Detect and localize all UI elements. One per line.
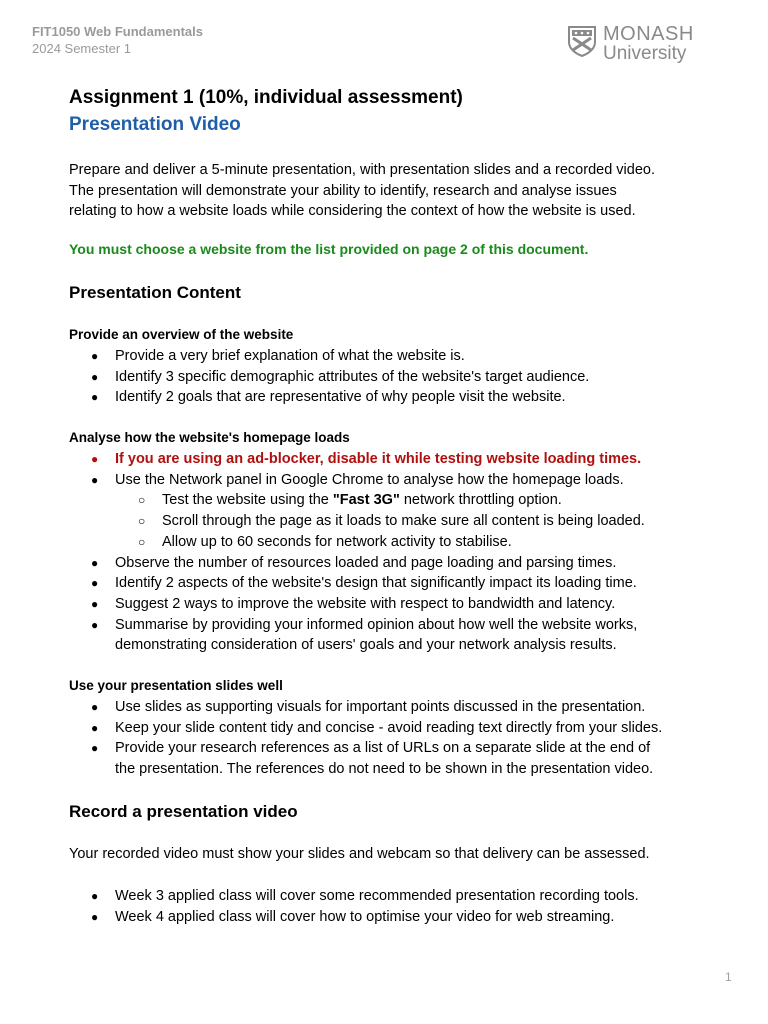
list-item: ● Summarise by providing your informed opinion about how well the website works, demonstrating consideration of users' goals and your network analysis results. [91, 616, 638, 654]
list-item: ● Week 4 applied class will cover how to optimise your video for web streaming. [91, 908, 615, 925]
list-item: ● Use slides as supporting visuals for important points discussed in the presentation. [91, 699, 646, 715]
sub-list-item: ○ Test the website using the "Fast 3G" network throttling option. [138, 492, 562, 509]
list-item: ● Identify 3 specific demographic attributes of the website's target audience. [91, 368, 590, 385]
slides-list [69, 697, 662, 780]
document-header [32, 23, 203, 57]
list-item: ● Identify 2 goals that are representative of why people visit the website. [91, 389, 566, 406]
university-crest-icon [566, 24, 598, 58]
ad-blocker-warning: ● If you are using an ad-blocker, disable it while testing website loading times. [91, 451, 642, 467]
list-item: ● Identify 2 aspects of the website's design that significantly impact its loading time. [91, 575, 637, 592]
analyse-list [69, 449, 645, 656]
intro-line: The presentation will demonstrate your ability to identify, research and analyse issues [69, 182, 617, 199]
overview-heading: Provide an overview of the website [69, 327, 294, 342]
list-item: ● Use the Network panel in Google Chrome to analyse how the homepage loads. [91, 471, 624, 488]
list-item: ● Week 3 applied class will cover some recommended presentation recording tools. [91, 888, 639, 904]
semester: 2024 Semester 1 [32, 41, 132, 56]
analyse-heading: Analyse how the website's homepage loads [69, 430, 350, 445]
list-item: ● Suggest 2 ways to improve the website with respect to bandwidth and latency. [91, 595, 616, 612]
intro-line: relating to how a website loads while considering the context of how the website is used. [69, 203, 636, 220]
intro-line: Prepare and deliver a 5-minute presentation, with presentation slides and a recorded video. [69, 162, 655, 178]
sub-list-item: ○ Scroll through the page as it loads to make sure all content is being loaded. [138, 513, 645, 530]
monash-logo [566, 24, 694, 63]
overview-list [69, 346, 589, 408]
list-item: ● Keep your slide content tidy and concise - avoid reading text directly from your slides. [91, 719, 663, 736]
list-item: ● Provide your research references as a list of URLs on a separate slide at the end of the presentation. The references do not need to be shown in the presentation video. [91, 740, 654, 778]
sub-list-item: ○ Allow up to 60 seconds for network activity to stabilise. [138, 533, 512, 550]
assignment-title: Assignment 1 (10%, individual assessment) [69, 87, 463, 108]
course-name: FIT1050 Web Fundamentals [32, 24, 203, 39]
record-heading: Record a presentation video [69, 802, 298, 821]
slides-heading: Use your presentation slides well [69, 678, 283, 693]
logo-wordmark [603, 24, 694, 63]
logo-line-1: MONASH [603, 23, 694, 45]
list-item: ● Provide a very brief explanation of what the website is. [91, 348, 465, 364]
intro-paragraph [69, 160, 709, 222]
website-choice-notice: You must choose a website from the list provided on page 2 of this document. [69, 241, 589, 257]
list-item: ● Observe the number of resources loaded and page loading and parsing times. [91, 554, 617, 571]
logo-line-2: University [603, 43, 687, 64]
record-list [69, 886, 639, 927]
record-description: Your recorded video must show your slides and webcam so that delivery can be assessed. [69, 846, 650, 862]
assignment-subtitle: Presentation Video [69, 114, 241, 135]
page-number: 1 [725, 970, 732, 984]
presentation-content-heading: Presentation Content [69, 283, 241, 302]
